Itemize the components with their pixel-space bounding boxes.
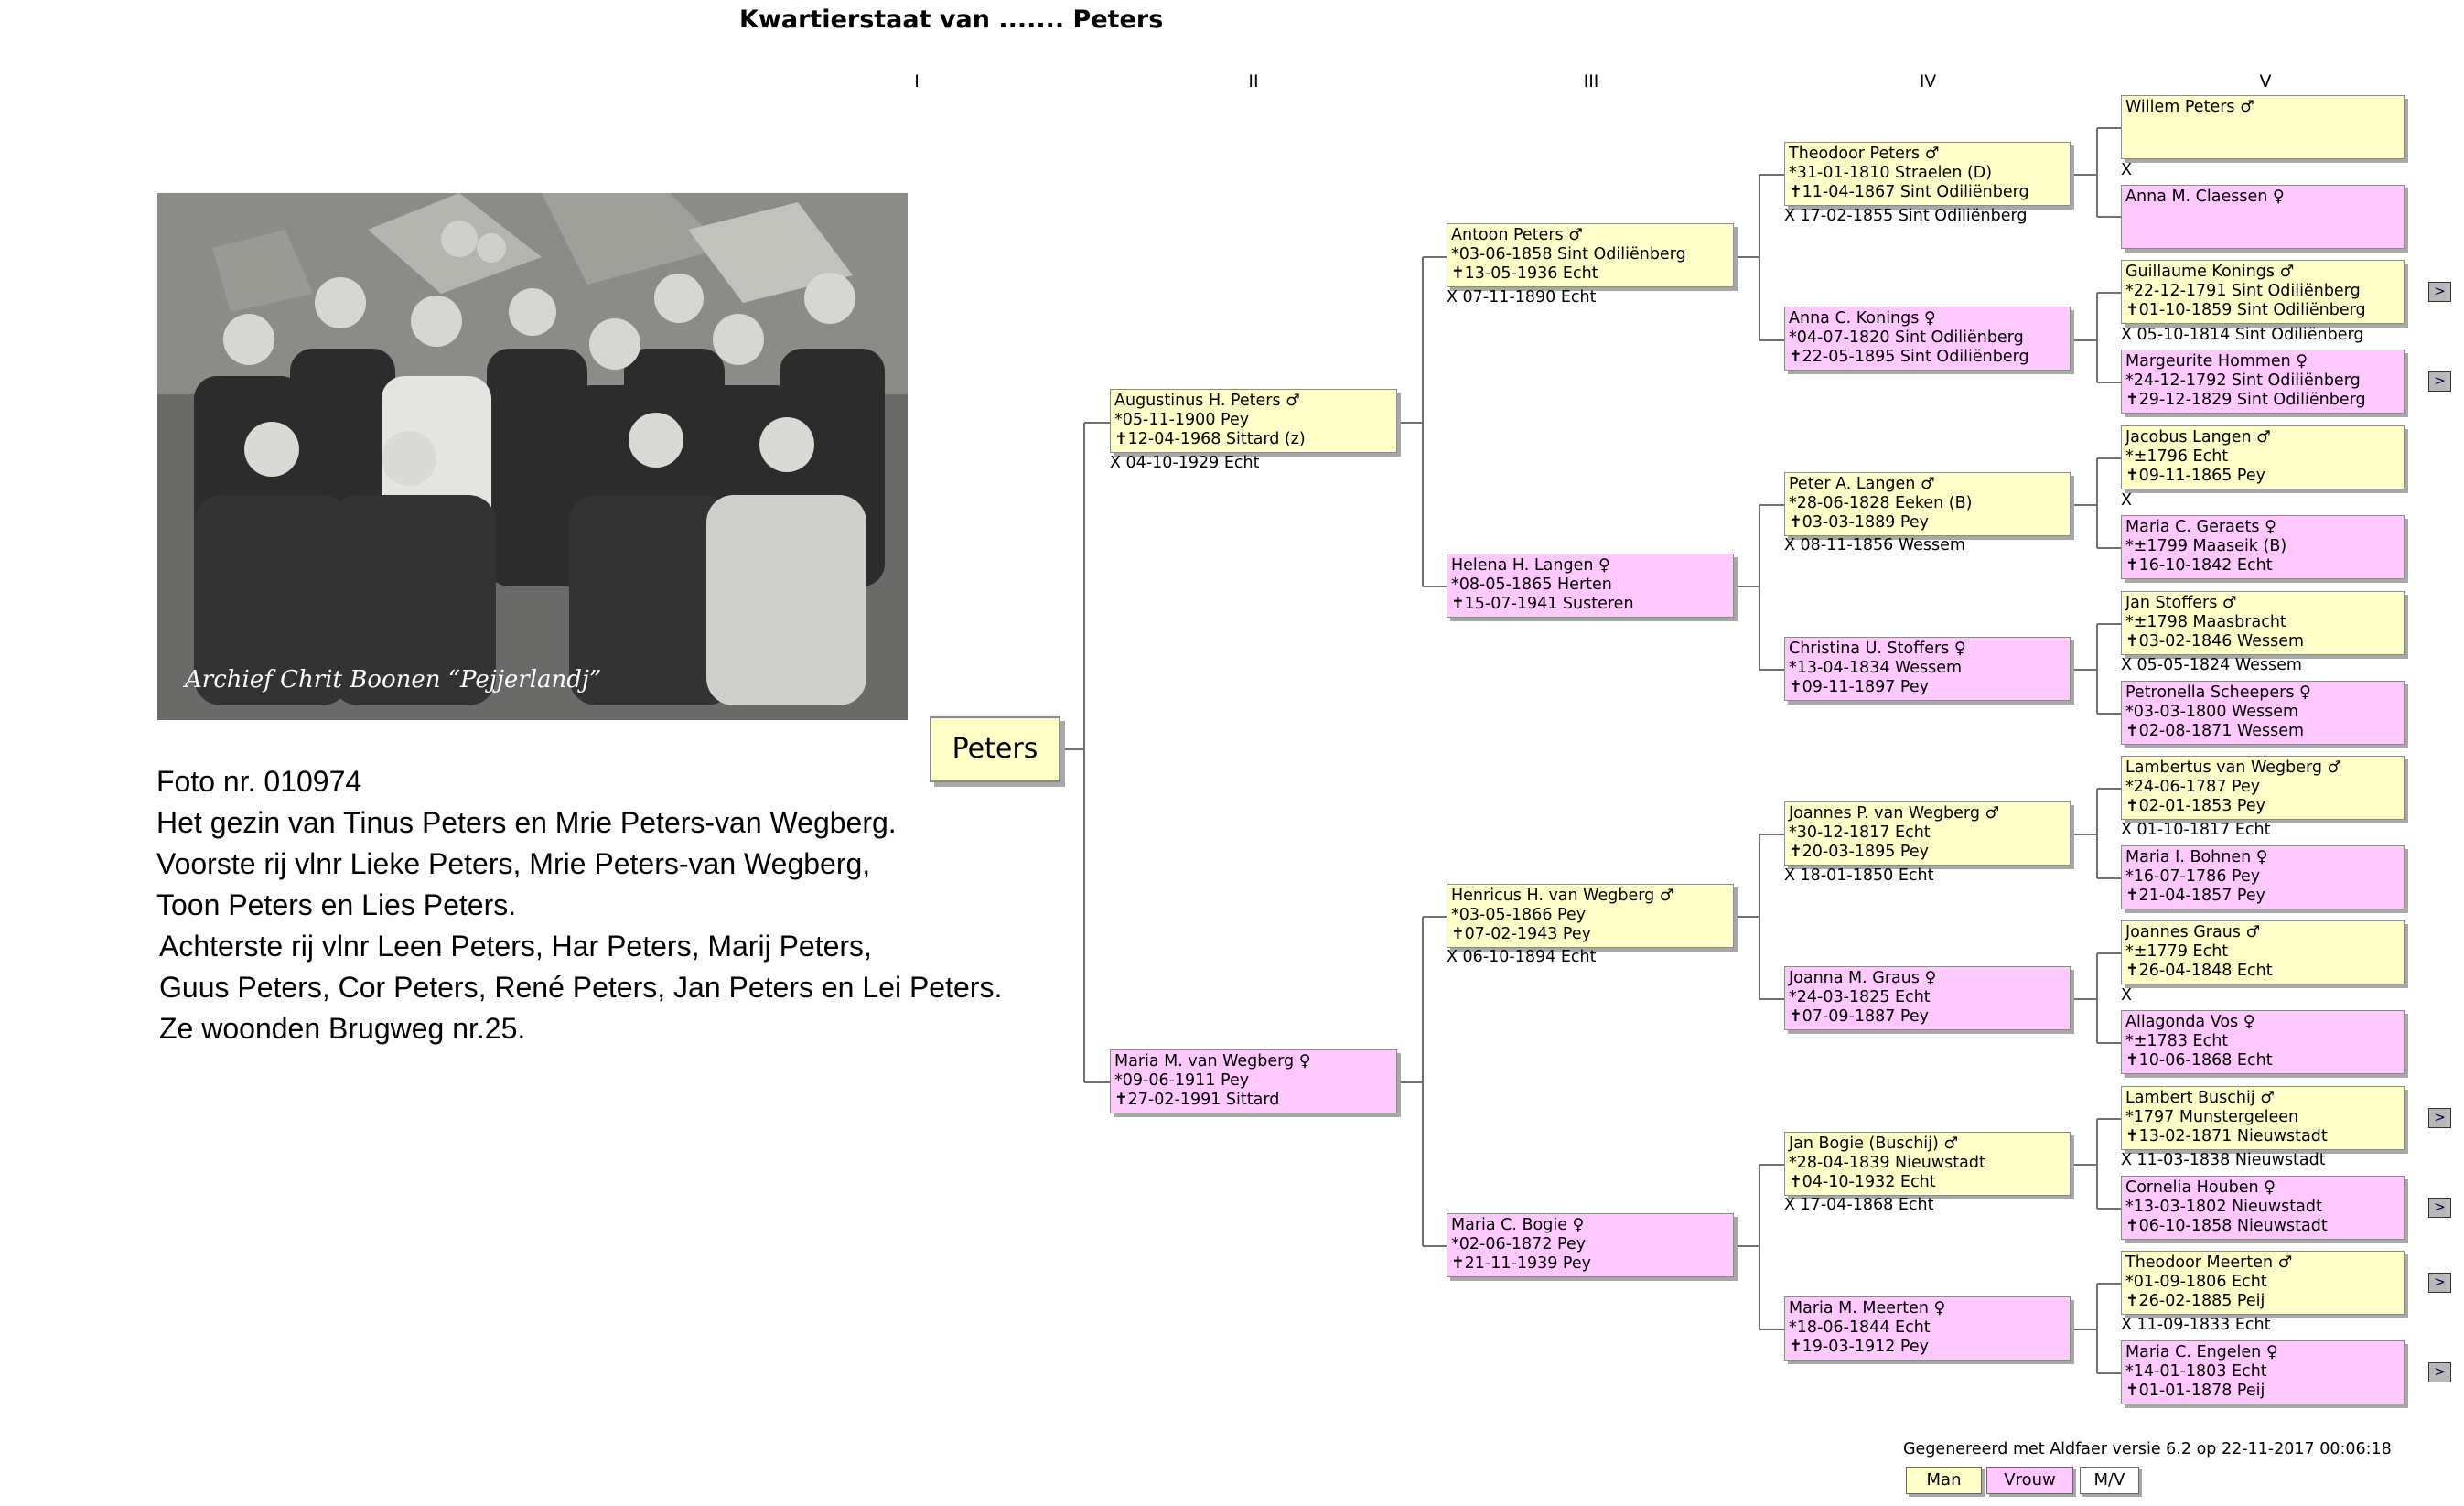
person-name: Maria M. van Wegberg ♀ xyxy=(1114,1052,1311,1070)
person-name: Guillaume Konings ♂ xyxy=(2125,263,2295,281)
caption-line: Het gezin van Tinus Peters en Mrie Peters-van Wegberg. xyxy=(156,806,897,839)
person-box-female[interactable] xyxy=(1110,1049,1397,1113)
person-death: ✝07-09-1887 Pey xyxy=(1789,1007,1929,1026)
person-birth: *24-12-1792 Sint Odiliënberg xyxy=(2125,371,2361,390)
person-name: Margeurite Hommen ♀ xyxy=(2125,352,2308,371)
marriage-label: X 06-10-1894 Echt xyxy=(1447,948,1597,966)
legend-mv-button[interactable]: M/V xyxy=(2080,1467,2139,1494)
person-death: ✝01-01-1878 Peij xyxy=(2125,1382,2265,1400)
person-box-male[interactable] xyxy=(2121,1251,2405,1315)
marriage-label: X 11-09-1833 Echt xyxy=(2121,1316,2271,1334)
caption-line: Guus Peters, Cor Peters, René Peters, Jan Peters en Lei Peters. xyxy=(159,971,1003,1004)
person-death: ✝15-07-1941 Susteren xyxy=(1451,595,1634,613)
marriage-label: X 18-01-1850 Echt xyxy=(1784,866,1934,885)
person-death: ✝21-04-1857 Pey xyxy=(2125,887,2265,905)
person-name: Peter A. Langen ♂ xyxy=(1789,475,1935,493)
person-box-male[interactable] xyxy=(2121,591,2405,655)
person-death: ✝19-03-1912 Pey xyxy=(1789,1338,1929,1356)
person-birth: *24-03-1825 Echt xyxy=(1789,988,1931,1006)
person-box-male[interactable] xyxy=(1784,1132,2071,1196)
person-birth: *03-05-1866 Pey xyxy=(1451,906,1587,924)
person-name: Joannes P. van Wegberg ♂ xyxy=(1789,804,2000,823)
person-death: ✝03-03-1889 Pey xyxy=(1789,513,1929,532)
person-birth: *04-07-1820 Sint Odiliënberg xyxy=(1789,328,2024,347)
generation-label-3: III xyxy=(1583,71,1599,91)
person-name: Lambertus van Wegberg ♂ xyxy=(2125,758,2342,777)
caption-line: Achterste rij vlnr Leen Peters, Har Peters, Marij Peters, xyxy=(159,930,872,963)
person-box-male[interactable] xyxy=(2121,95,2405,159)
person-birth: *03-03-1800 Wessem xyxy=(2125,703,2299,721)
person-death: ✝13-02-1871 Nieuwstadt xyxy=(2125,1127,2328,1146)
person-name: Theodoor Meerten ♂ xyxy=(2125,1253,2293,1272)
person-birth: *13-03-1802 Nieuwstadt xyxy=(2125,1198,2322,1216)
person-birth: *08-05-1865 Herten xyxy=(1451,576,1612,594)
person-birth: *±1779 Echt xyxy=(2125,942,2229,961)
person-box-female[interactable] xyxy=(1447,1213,1734,1277)
person-box-male[interactable] xyxy=(2121,920,2405,984)
person-death: ✝02-01-1853 Pey xyxy=(2125,797,2265,815)
person-box-male[interactable] xyxy=(1784,472,2071,536)
person-box-female[interactable] xyxy=(1784,966,2071,1030)
person-box-female[interactable] xyxy=(2121,350,2405,414)
person-death: ✝27-02-1991 Sittard xyxy=(1114,1091,1280,1109)
person-box-male[interactable] xyxy=(2121,425,2405,489)
expand-ancestors-button[interactable]: > xyxy=(2428,282,2451,302)
person-death: ✝20-03-1895 Pey xyxy=(1789,843,1929,861)
person-death: ✝26-04-1848 Echt xyxy=(2125,962,2273,980)
person-name: Lambert Buschij ♂ xyxy=(2125,1089,2275,1107)
expand-ancestors-button[interactable]: > xyxy=(2428,371,2451,392)
generator-footer: Gegenereerd met Aldfaer versie 6.2 op 22-11-2017 00:06:18 xyxy=(1903,1440,2392,1458)
person-birth: *30-12-1817 Echt xyxy=(1789,823,1931,842)
person-name: Cornelia Houben ♀ xyxy=(2125,1178,2276,1197)
generation-label-5: V xyxy=(2259,71,2272,91)
person-name: Willem Peters ♂ xyxy=(2125,98,2254,116)
person-box-female[interactable] xyxy=(2121,1010,2405,1074)
caption-line: Toon Peters en Lies Peters. xyxy=(156,888,517,921)
person-name: Anna C. Konings ♀ xyxy=(1789,309,1936,328)
person-name: Theodoor Peters ♂ xyxy=(1789,145,1940,163)
person-box-female[interactable] xyxy=(1784,1296,2071,1361)
expand-ancestors-button[interactable]: > xyxy=(2428,1108,2451,1128)
caption-line: Foto nr. 010974 xyxy=(156,765,362,798)
person-birth: *09-06-1911 Pey xyxy=(1114,1071,1250,1090)
person-name: Antoon Peters ♂ xyxy=(1451,226,1583,244)
person-name: Maria C. Geraets ♀ xyxy=(2125,518,2276,536)
legend-man-button[interactable]: Man xyxy=(1906,1467,1982,1494)
person-birth: *01-09-1806 Echt xyxy=(2125,1273,2267,1291)
person-birth: *05-11-1900 Pey xyxy=(1114,411,1250,429)
person-box-male[interactable] xyxy=(1110,389,1397,453)
person-name: Maria I. Bohnen ♀ xyxy=(2125,848,2268,866)
person-birth: *±1799 Maaseik (B) xyxy=(2125,537,2287,555)
caption-line: Ze woonden Brugweg nr.25. xyxy=(159,1012,526,1045)
person-name: Jacobus Langen ♂ xyxy=(2125,428,2271,446)
legend-vrouw-button[interactable]: Vrouw xyxy=(1986,1467,2073,1494)
root-person-box[interactable]: Peters xyxy=(930,716,1060,782)
expand-ancestors-button[interactable]: > xyxy=(2428,1273,2451,1293)
person-birth: *28-04-1839 Nieuwstadt xyxy=(1789,1154,1985,1172)
person-name: Maria C. Bogie ♀ xyxy=(1451,1216,1585,1234)
marriage-label: X 04-10-1929 Echt xyxy=(1110,454,1260,472)
person-box-male[interactable] xyxy=(2121,756,2405,820)
person-box-female[interactable] xyxy=(2121,681,2405,745)
person-death: ✝01-10-1859 Sint Odiliënberg xyxy=(2125,301,2366,319)
expand-ancestors-button[interactable]: > xyxy=(2428,1362,2451,1382)
marriage-label: X xyxy=(2121,161,2132,179)
person-death: ✝02-08-1871 Wessem xyxy=(2125,722,2305,740)
person-birth: *24-06-1787 Pey xyxy=(2125,778,2261,796)
marriage-label: X xyxy=(2121,986,2132,1005)
person-box-female[interactable] xyxy=(1784,307,2071,371)
person-birth: *16-07-1786 Pey xyxy=(2125,867,2261,886)
person-name: Anna M. Claessen ♀ xyxy=(2125,188,2285,206)
person-death: ✝04-10-1932 Echt xyxy=(1789,1173,1936,1191)
person-death: ✝13-05-1936 Echt xyxy=(1451,264,1598,283)
person-birth: *02-06-1872 Pey xyxy=(1451,1235,1587,1253)
photo-watermark: Archief Chrit Boonen “Pejjerlandj” xyxy=(185,666,602,694)
person-name: Maria M. Meerten ♀ xyxy=(1789,1299,1946,1318)
person-birth: *22-12-1791 Sint Odiliënberg xyxy=(2125,282,2361,300)
person-box-male[interactable] xyxy=(2121,1086,2405,1150)
person-name: Jan Stoffers ♂ xyxy=(2125,594,2237,612)
generation-label-1: I xyxy=(914,71,920,91)
person-name: Petronella Scheepers ♀ xyxy=(2125,683,2311,702)
person-birth: *14-01-1803 Echt xyxy=(2125,1362,2267,1381)
person-death: ✝03-02-1846 Wessem xyxy=(2125,632,2305,651)
marriage-label: X 01-10-1817 Echt xyxy=(2121,821,2271,839)
person-box-female[interactable] xyxy=(2121,845,2405,909)
person-name: Joanna M. Graus ♀ xyxy=(1789,969,1937,987)
generation-label-2: II xyxy=(1248,71,1259,91)
person-box-female[interactable] xyxy=(2121,1176,2405,1240)
person-box-female[interactable] xyxy=(2121,1340,2405,1404)
person-name: Joannes Graus ♂ xyxy=(2125,923,2261,941)
person-name: Jan Bogie (Buschij) ♂ xyxy=(1789,1135,1959,1153)
person-name: Henricus H. van Wegberg ♂ xyxy=(1451,887,1674,905)
person-birth: *31-01-1810 Straelen (D) xyxy=(1789,164,1993,182)
person-name: Allagonda Vos ♀ xyxy=(2125,1013,2255,1031)
person-box-male[interactable] xyxy=(1447,884,1734,948)
person-birth: *28-06-1828 Eeken (B) xyxy=(1789,494,1973,512)
marriage-label: X 17-02-1855 Sint Odiliënberg xyxy=(1784,207,2028,225)
person-death: ✝12-04-1968 Sittard (z) xyxy=(1114,430,1306,448)
marriage-label: X 05-05-1824 Wessem xyxy=(2121,656,2302,674)
person-birth: *18-06-1844 Echt xyxy=(1789,1318,1931,1337)
person-death: ✝09-11-1897 Pey xyxy=(1789,678,1929,696)
marriage-label: X 08-11-1856 Wessem xyxy=(1784,536,1965,554)
person-birth: *13-04-1834 Wessem xyxy=(1789,659,1963,677)
generation-label-4: IV xyxy=(1919,71,1937,91)
person-birth: *±1796 Echt xyxy=(2125,447,2229,466)
person-death: ✝07-02-1943 Pey xyxy=(1451,925,1591,943)
person-death: ✝06-10-1858 Nieuwstadt xyxy=(2125,1217,2328,1235)
person-birth: *±1798 Maasbracht xyxy=(2125,613,2286,631)
marriage-label: X xyxy=(2121,491,2132,510)
person-death: ✝21-11-1939 Pey xyxy=(1451,1254,1591,1273)
person-death: ✝26-02-1885 Peij xyxy=(2125,1292,2265,1310)
person-name: Christina U. Stoffers ♀ xyxy=(1789,640,1966,658)
person-box-female[interactable] xyxy=(1447,554,1734,618)
person-box-male[interactable] xyxy=(2121,260,2405,324)
person-death: ✝16-10-1842 Echt xyxy=(2125,556,2273,575)
person-death: ✝10-06-1868 Echt xyxy=(2125,1051,2273,1070)
person-name: Maria C. Engelen ♀ xyxy=(2125,1343,2278,1361)
person-box-male[interactable] xyxy=(1784,142,2071,206)
person-death: ✝29-12-1829 Sint Odiliënberg xyxy=(2125,391,2366,409)
person-name: Augustinus H. Peters ♂ xyxy=(1114,392,1300,410)
person-box-male[interactable] xyxy=(1447,223,1734,287)
person-box-female[interactable] xyxy=(1784,637,2071,701)
marriage-label: X 11-03-1838 Nieuwstadt xyxy=(2121,1151,2326,1169)
person-death: ✝11-04-1867 Sint Odiliënberg xyxy=(1789,183,2029,201)
marriage-label: X 07-11-1890 Echt xyxy=(1447,288,1597,307)
marriage-label: X 17-04-1868 Echt xyxy=(1784,1196,1934,1214)
person-death: ✝09-11-1865 Pey xyxy=(2125,467,2265,485)
person-death: ✝22-05-1895 Sint Odiliënberg xyxy=(1789,348,2029,366)
marriage-label: X 05-10-1814 Sint Odiliënberg xyxy=(2121,326,2364,344)
person-birth: *1797 Munstergeleen xyxy=(2125,1108,2299,1126)
caption-line: Voorste rij vlnr Lieke Peters, Mrie Peters-van Wegberg, xyxy=(156,847,871,880)
person-box-male[interactable] xyxy=(1784,801,2071,866)
expand-ancestors-button[interactable]: > xyxy=(2428,1198,2451,1218)
page-title: Kwartierstaat van ....... Peters xyxy=(739,5,1164,34)
person-box-female[interactable] xyxy=(2121,185,2405,249)
person-box-female[interactable] xyxy=(2121,515,2405,579)
person-name: Helena H. Langen ♀ xyxy=(1451,556,1610,575)
person-birth: *03-06-1858 Sint Odiliënberg xyxy=(1451,245,1686,264)
person-birth: *±1783 Echt xyxy=(2125,1032,2229,1050)
